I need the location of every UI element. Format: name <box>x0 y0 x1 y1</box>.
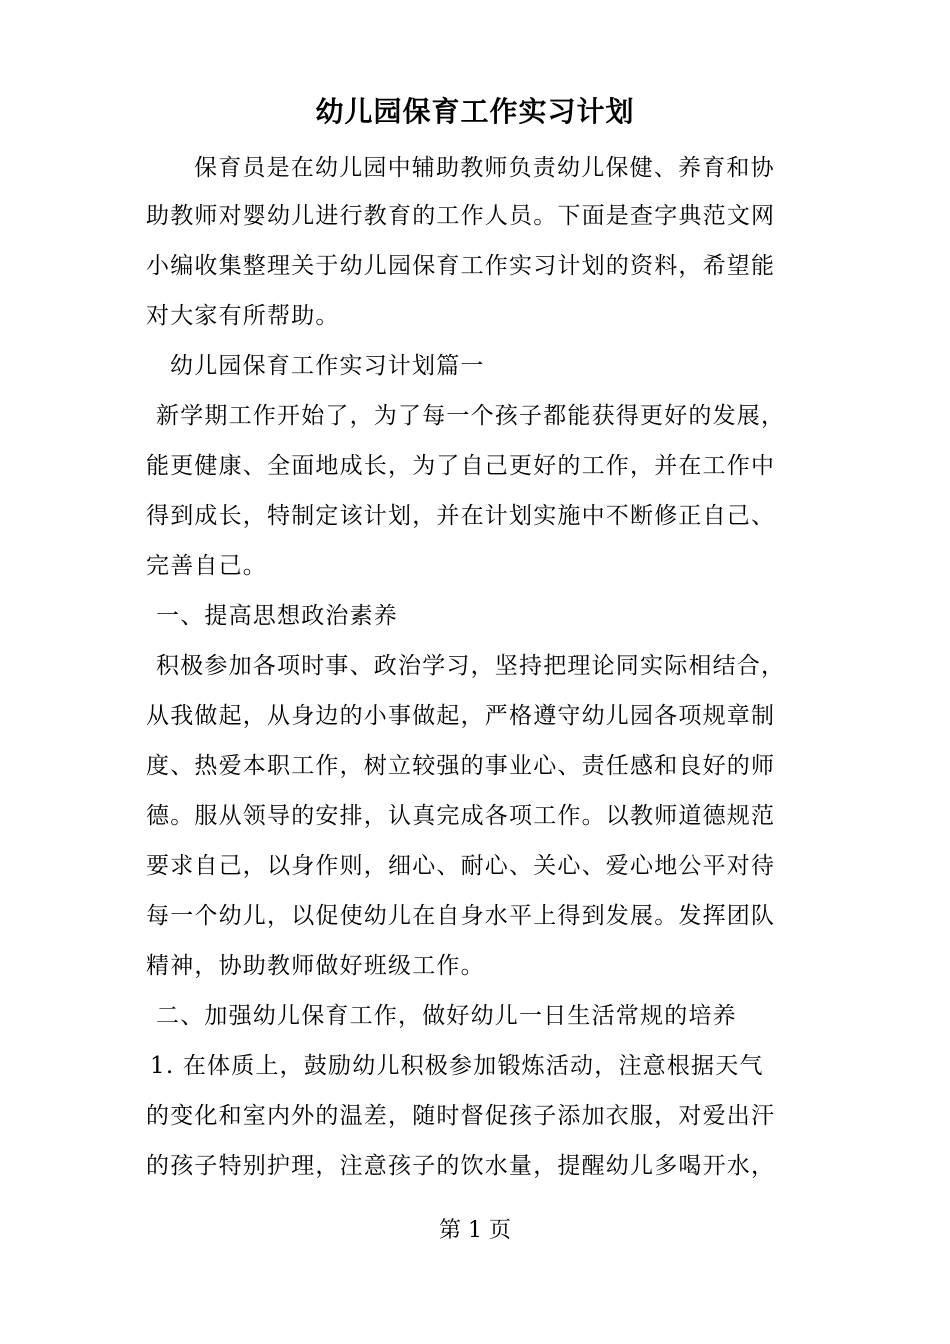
body-line-p2-7: 精神，协助教师做好班级工作。 <box>146 953 485 979</box>
body-line-p3-3: 的孩子特别护理，注意孩子的饮水量，提醒幼儿多喝开水， <box>146 1153 776 1179</box>
body-line-intro-3: 小编收集整理关于幼儿园保育工作实习计划的资料，希望能 <box>146 253 776 279</box>
body-line-p2-6: 每一个幼儿，以促使幼儿在自身水平上得到发展。发挥团队 <box>146 903 776 929</box>
body-line-p2-3: 度、热爱本职工作，树立较强的事业心、责任感和良好的师 <box>146 753 776 779</box>
section-heading-part-one: 幼儿园保育工作实习计划篇一 <box>170 353 485 379</box>
body-line-p2-4: 德。服从领导的安排，认真完成各项工作。以教师道德规范 <box>146 803 776 829</box>
body-line-p2-2: 从我做起，从身边的小事做起，严格遵守幼儿园各项规章制 <box>146 703 776 729</box>
body-line-p3-1: 1. 在体质上，鼓励幼儿积极参加锻炼活动，注意根据天气 <box>150 1053 764 1079</box>
body-line-p1-1: 新学期工作开始了，为了每一个孩子都能获得更好的发展， <box>156 403 786 429</box>
body-line-p1-3: 得到成长，特制定该计划，并在计划实施中不断修正自己、 <box>146 503 776 529</box>
body-line-intro-1: 保育员是在幼儿园中辅助教师负责幼儿保健、养育和协 <box>194 155 775 181</box>
body-line-p3-2: 的变化和室内外的温差，随时督促孩子添加衣服，对爱出汗 <box>146 1103 776 1129</box>
section-heading-two: 二、加强幼儿保育工作，做好幼儿一日生活常规的培养 <box>156 1003 737 1029</box>
body-line-p1-4: 完善自己。 <box>146 553 267 579</box>
page-number: 第 1 页 <box>439 1218 511 1243</box>
body-line-intro-4: 对大家有所帮助。 <box>146 303 340 329</box>
body-line-p1-2: 能更健康、全面地成长，为了自己更好的工作，并在工作中 <box>146 453 776 479</box>
body-line-p2-1: 积极参加各项时事、政治学习，坚持把理论同实际相结合， <box>156 653 786 679</box>
document-title: 幼儿园保育工作实习计划 <box>315 95 635 128</box>
body-line-p2-5: 要求自己，以身作则，细心、耐心、关心、爱心地公平对待 <box>146 853 776 879</box>
section-heading-one: 一、提高思想政治素养 <box>156 603 398 629</box>
body-line-intro-2: 助教师对婴幼儿进行教育的工作人员。下面是查字典范文网 <box>146 203 776 229</box>
